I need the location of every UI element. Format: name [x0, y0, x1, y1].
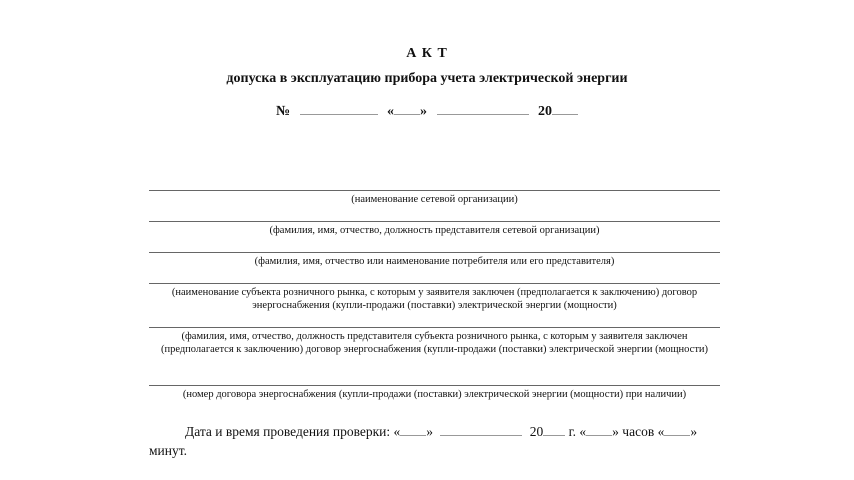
date-day-field[interactable]	[400, 422, 426, 436]
field-line-network-rep[interactable]	[149, 221, 720, 222]
field-line-consumer[interactable]	[149, 252, 720, 253]
hours-label: » часов «	[612, 424, 665, 439]
caption-retail-rep: (фамилия, имя, отчество, должность представителя субъекта розничного рынка, с которым у заявителя заключен (предполагается к заключению) договор энергоснабжения (купли-продажи (поставки) электрической энергии (мощности)	[160, 331, 709, 355]
field-line-retail-rep[interactable]	[149, 327, 720, 328]
caption-network-rep: (фамилия, имя, отчество, должность представителя сетевой организации)	[269, 225, 600, 236]
inspection-date-line	[149, 422, 720, 460]
date-year-field[interactable]	[543, 422, 565, 436]
minutes-label: » минут.	[149, 424, 698, 458]
day-field[interactable]	[394, 101, 420, 115]
quote-close: »	[426, 424, 434, 439]
minutes-field[interactable]	[664, 422, 690, 436]
quote-open: «	[393, 424, 401, 439]
caption-retail-subject: (наименование субъекта розничного рынка, с которым у заявителя заключен (предполагается к заключению) договор энергоснабжения (купли-продажи (поставки) электрической энергии (мощности)	[171, 287, 698, 311]
date-label: Дата и время проведения проверки:	[185, 424, 391, 439]
field-line-contract-number[interactable]	[149, 385, 720, 386]
month-field[interactable]	[437, 101, 529, 115]
field-line-network-org[interactable]	[149, 190, 720, 191]
caption-consumer: (фамилия, имя, отчество или наименование потребителя или его представителя)	[254, 256, 615, 267]
quote-close: »	[420, 104, 428, 119]
act-number-line	[0, 101, 854, 120]
field-line-retail-subject[interactable]	[149, 283, 720, 284]
document-subtitle: допуска в эксплуатацию прибора учета электрической энергии	[226, 71, 628, 86]
year-field[interactable]	[552, 101, 578, 115]
year-suffix: г. «	[568, 424, 587, 439]
number-sign: №	[275, 104, 291, 119]
caption-contract-number: (номер договора энергоснабжения (купли-продажи (поставки) электрической энергии (мощности) при наличии)	[182, 389, 687, 400]
quote-open: «	[387, 104, 395, 119]
document-title: А К Т	[406, 46, 448, 61]
year-prefix: 20	[538, 104, 553, 119]
caption-network-org: (наименование сетевой организации)	[351, 194, 518, 205]
date-month-field[interactable]	[440, 422, 522, 436]
hours-field[interactable]	[586, 422, 612, 436]
year-prefix: 20	[529, 424, 544, 439]
act-number-field[interactable]	[300, 101, 378, 115]
